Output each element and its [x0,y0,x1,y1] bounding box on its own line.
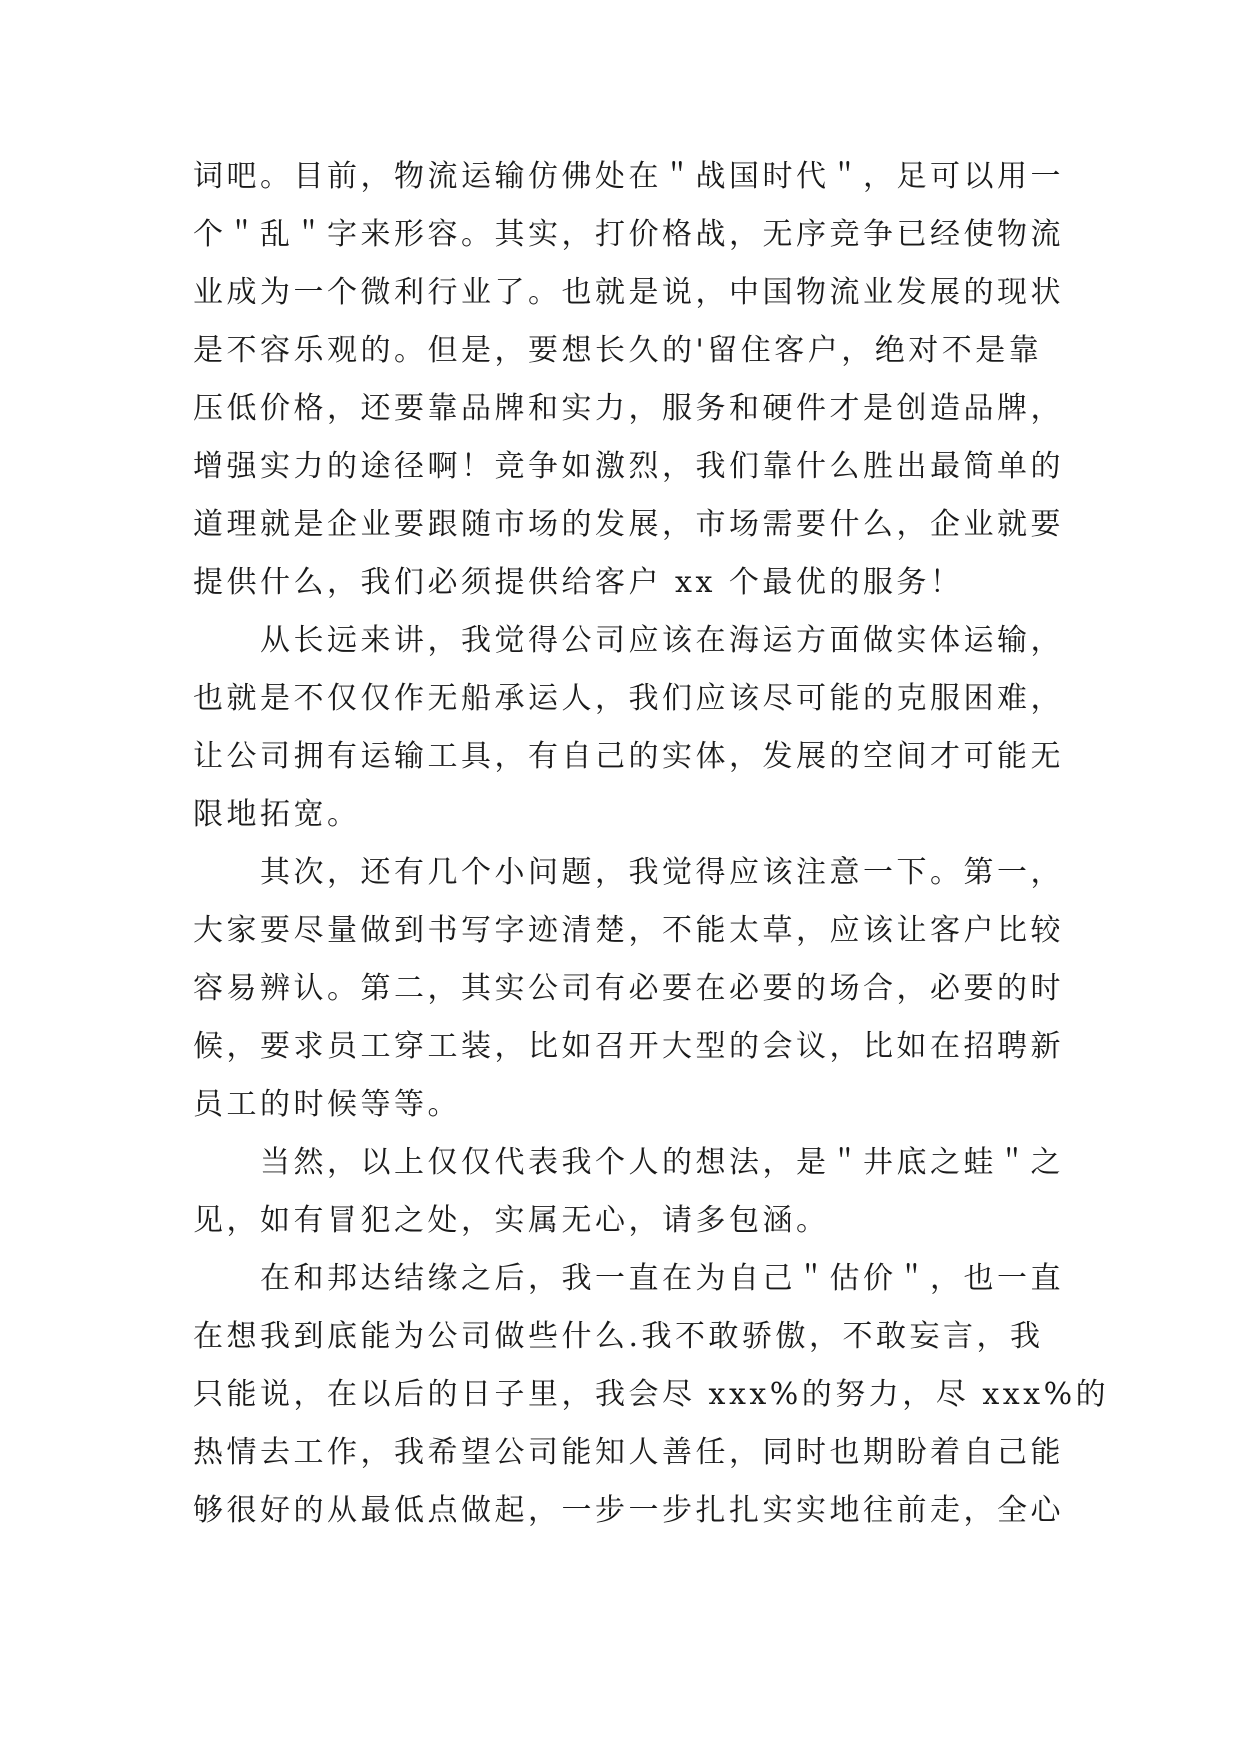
text-line: 词吧。目前，物流运输仿佛处在＂战国时代＂，足可以用一 [193,159,1064,194]
text-line: 业成为一个微利行业了。也就是说，中国物流业发展的现状 [193,275,1064,310]
text-line: 从长远来讲，我觉得公司应该在海运方面做实体运输， [193,623,1064,658]
text-line: 让公司拥有运输工具，有自己的实体，发展的空间才可能无 [193,739,1064,774]
text-line: 在想我到底能为公司做些什么.我不敢骄傲，不敢妄言，我 [193,1319,1044,1354]
document-body [193,148,1110,1540]
text-line: 提供什么，我们必须提供给客户 xx 个最优的服务！ [193,565,964,600]
text-line: 员工的时候等等。 [193,1087,461,1122]
text-line: 压低价格，还要靠品牌和实力，服务和硬件才是创造品牌， [193,391,1064,426]
text-line: 增强实力的途径啊！竞争如激烈，我们靠什么胜出最简单的 [193,449,1064,484]
text-line: 也就是不仅仅作无船承运人，我们应该尽可能的克服困难， [193,681,1064,716]
text-line: 是不容乐观的。但是，要想长久的'留住客户，绝对不是靠 [193,333,1043,368]
text-line: 当然，以上仅仅代表我个人的想法，是＂井底之蛙＂之 [193,1145,1064,1180]
text-line: 道理就是企业要跟随市场的发展，市场需要什么，企业就要 [193,507,1064,542]
text-line: 热情去工作，我希望公司能知人善任，同时也期盼着自己能 [193,1435,1064,1470]
text-line: 容易辨认。第二，其实公司有必要在必要的场合，必要的时 [193,971,1064,1006]
text-line: 个＂乱＂字来形容。其实，打价格战，无序竞争已经使物流 [193,217,1064,252]
text-line: 见，如有冒犯之处，实属无心，请多包涵。 [193,1203,830,1238]
text-line: 其次，还有几个小问题，我觉得应该注意一下。第一， [193,855,1064,890]
text-line: 只能说，在以后的日子里，我会尽 xxx%的努力，尽 xxx%的 [193,1377,1110,1412]
text-line: 够很好的从最低点做起，一步一步扎扎实实地往前走，全心 [193,1493,1064,1528]
text-line: 候，要求员工穿工装，比如召开大型的会议，比如在招聘新 [193,1029,1064,1064]
text-line: 在和邦达结缘之后，我一直在为自己＂估价＂，也一直 [193,1261,1064,1296]
text-line: 大家要尽量做到书写字迹清楚，不能太草，应该让客户比较 [193,913,1064,948]
text-line: 限地拓宽。 [193,797,361,832]
